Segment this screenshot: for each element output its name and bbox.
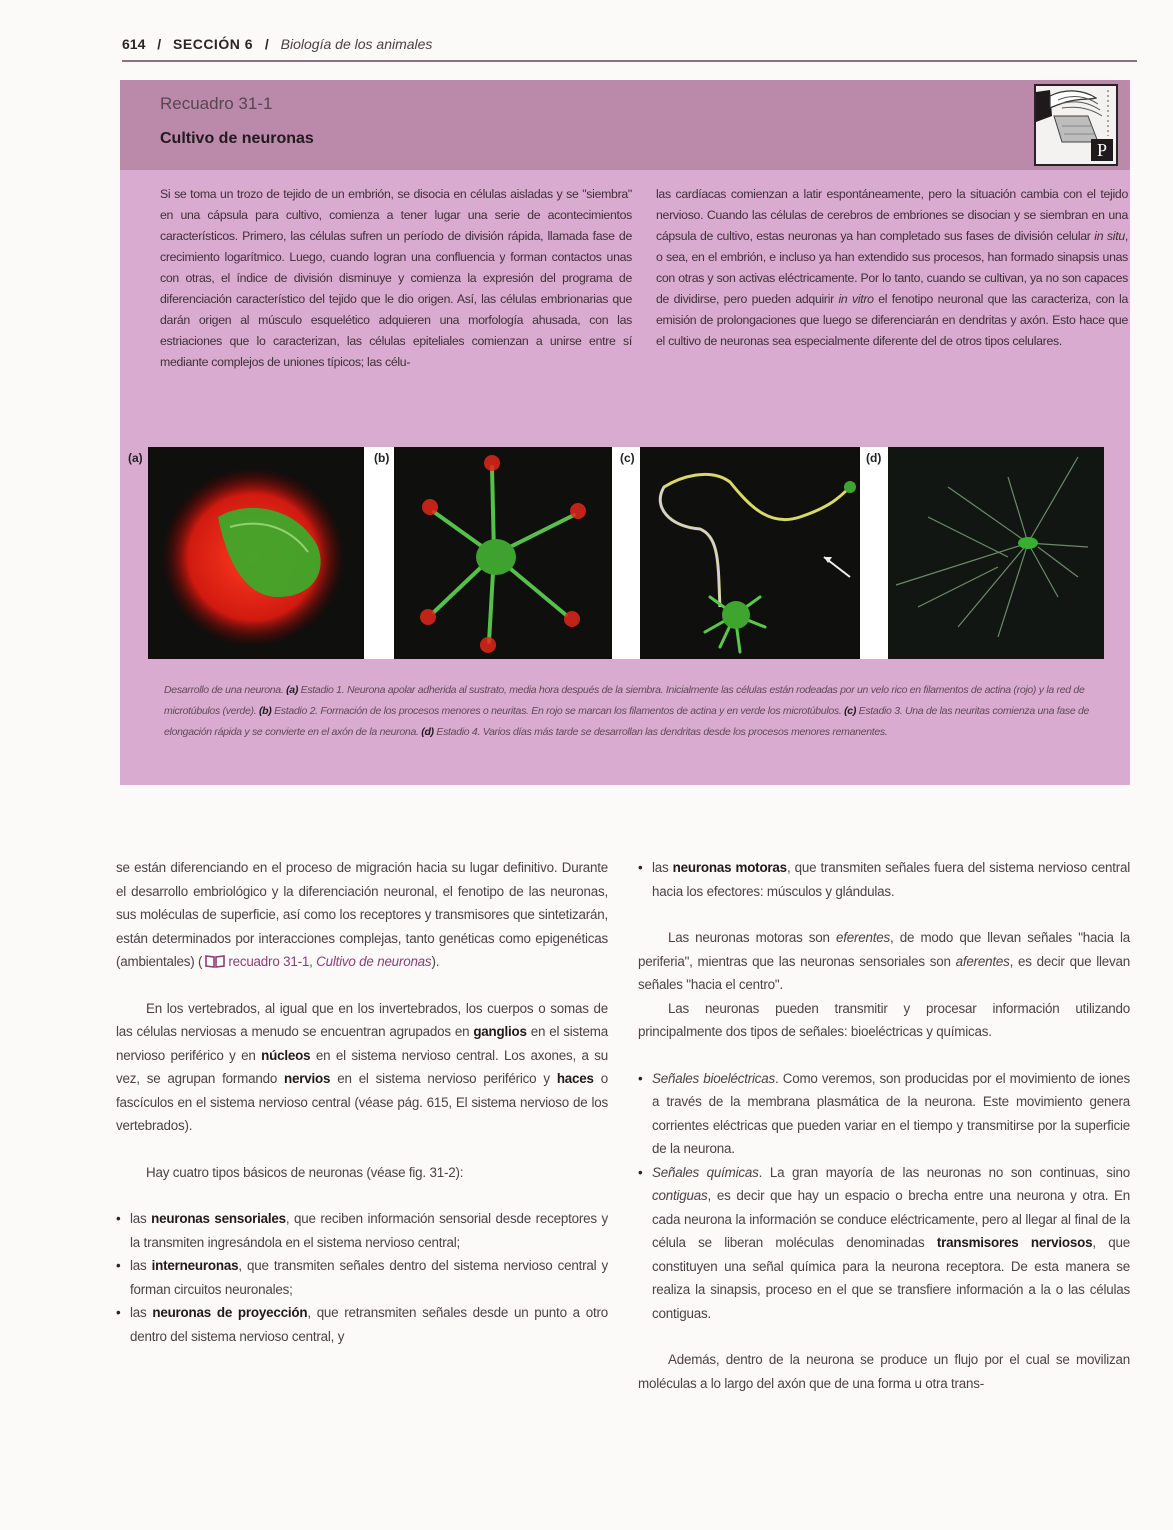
sidebar-box (120, 80, 1130, 785)
figure-caption: Desarrollo de una neurona. (a) Estadio 1. Neurona apolar adherida al sustrato, media hora después de la siembra. Inicialmente las células están rodeadas por un velo rico en filamentos de actina (rojo) y la red de microtúbulos (verde). (b) Estadio 2. Formación de los procesos menores o neuritas. En rojo se marcan los filamentos de actina y en verde los microtúbulos. (c) Estadio 3. Una de las neuritas comienza una fase de elongación rápida y se convierte en el axón de la neurona. (d) Estadio 4. Varios días más tarde se desarrollan las dendritas desde los procesos menores remanentes. (164, 684, 1090, 738)
box-text-columns (160, 184, 1128, 373)
neuron-stage-4-image (888, 447, 1104, 659)
list-item: • las neuronas sensoriales, que reciben información sensorial desde receptores y la transmiten ingresándola en el sistema nervioso central; (116, 1207, 608, 1254)
panel-label-b: (b) (374, 451, 390, 465)
panel-gap (612, 447, 640, 659)
signal-types-list (638, 1067, 1130, 1326)
paragraph: Además, dentro de la neurona se produce un flujo por el cual se movilizan moléculas a lo largo del axón que de una forma u otra trans- (638, 1352, 1130, 1391)
page-number: 614 (122, 36, 146, 52)
cross-reference-link[interactable]: recuadro 31-1, (228, 954, 317, 969)
body-column-left (116, 856, 608, 1395)
neuron-stage-1-image (148, 447, 364, 659)
separator: / (264, 36, 269, 52)
figure-panels (120, 445, 1130, 660)
lab-flask-icon (1034, 84, 1118, 166)
running-head (122, 36, 1137, 62)
panel-gap (364, 447, 394, 659)
list-item: • las interneuronas, que transmiten señales dentro del sistema nervioso central y forman circuitos neuronales; (116, 1254, 608, 1301)
body-text (116, 856, 1131, 1395)
p-badge: P (1091, 139, 1113, 161)
section-label: SECCIÓN 6 (173, 36, 253, 52)
box-header (120, 80, 1130, 170)
list-item: • las neuronas motoras, que transmiten señales fuera del sistema nervioso central hacia los efectores: músculos y glándulas. (638, 856, 1130, 903)
box-column-left: Si se toma un trozo de tejido de un embrión, se disocia en células aisladas y se "siembra" en una cápsula para cultivo, comienza a tener lugar una serie de acontecimientos característicos. Primero, las células sufren un período de división rápida, llamada fase de crecimiento logarítmico. Luego, cuando logran una confluencia y forman contactos unas con otras, el índice de división disminuye y comienza la expresión del programa de diferenciación característico del tejido que le dio origen. Así, las células embrionarias que darán origen al músculo esquelético adquieren una morfología ahusada, con las estriaciones que lo caracterizan, las células epiteliales comienzan a unirse entre sí mediante complejos de uniones típicos; las célu- (160, 187, 632, 369)
paragraph: Las neuronas pueden transmitir y procesar información utilizando principalmente dos tipos de señales: bioeléctricas y químicas. (638, 1000, 1130, 1039)
paragraph: Las neuronas motoras son eferentes, de modo que llevan señales "hacia la periferia", mientras que las neuronas sensoriales son aferentes, es decir que llevan señales "hacia el centro". (638, 930, 1130, 992)
panel-label-a: (a) (128, 451, 143, 465)
box-title: Cultivo de neuronas (160, 130, 314, 147)
cross-reference-link[interactable]: Cultivo de neuronas (316, 954, 432, 969)
body-column-right (638, 856, 1130, 1395)
list-item: • Señales químicas. La gran mayoría de las neuronas no son continuas, sino contiguas, es decir que hay un espacio o brecha entre una neurona y otra. En cada neurona la información se conduce eléctricamente, pero al llegar al final de la célula se liberan moléculas denominadas transmisores nerviosos, que constituyen una señal química para la neurona receptora. De esta manera se realiza la sinapsis, proceso en el que se transfiere información a la o las células contiguas. (638, 1161, 1130, 1326)
panel-label-d: (d) (866, 451, 882, 465)
neuron-types-list (116, 1207, 608, 1348)
panel-label-c: (c) (620, 451, 635, 465)
neuron-types-list-cont (638, 856, 1130, 903)
subject-label: Biología de los animales (280, 36, 433, 52)
box-label: Recuadro 31-1 (160, 94, 273, 113)
separator: / (157, 36, 162, 52)
book-reference-icon (205, 954, 225, 968)
list-item: • Señales bioeléctricas. Como veremos, son producidas por el movimiento de iones a través de la membrana plasmática de la neurona. Este movimiento genera corrientes eléctricas que pueden variar en el tiempo y transmitirse por la superficie de la neurona. (638, 1067, 1130, 1161)
neuron-stage-3-image (640, 447, 860, 659)
list-item: • las neuronas de proyección, que retransmiten señales desde un punto a otro dentro del sistema nervioso central, y (116, 1301, 608, 1348)
paragraph: se están diferenciando en el proceso de migración hacia su lugar definitivo. Durante el desarrollo embriológico y la diferenciación neuronal, el fenotipo de las neuronas, sus moléculas de superficie, así como los receptores y transmisores que sintetizarán, están determinados por interacciones complejas, tanto genéticas como epigenéticas (ambientales) ( recuadro 31-1, Cultivo de neuronas). (116, 860, 608, 969)
panel-gap (860, 447, 888, 659)
neuron-stage-2-image (394, 447, 612, 659)
paragraph: En los vertebrados, al igual que en los invertebrados, los cuerpos o somas de las células nerviosas a menudo se encuentran agrupados en ganglios en el sistema nervioso periférico y en núcleos en el sistema nervioso central. Los axones, a su vez, se agrupan formando nervios en el sistema nervioso periférico y haces o fascículos en el sistema nervioso central (véase pág. 615, El sistema nervioso de los vertebrados). (116, 1000, 608, 1133)
paragraph: Hay cuatro tipos básicos de neuronas (véase fig. 31-2): (146, 1164, 464, 1180)
box-column-right: las cardíacas comienzan a latir espontáneamente, pero la situación cambia con el tejido nervioso. Cuando las células de cerebros de embriones se disocian y se siembran en una cápsula de cultivo, estas neuronas ya han completado sus fases de división celular in situ, o sea, en el embrión, e incluso ya han extendido sus procesos, han formado sinapsis unas con otras y son activas eléctricamente. Por lo tanto, cuando se cultivan, ya no son capaces de dividirse, pero pueden adquirir in vitro el fenotipo neuronal que las caracteriza, con la emisión de prolongaciones que luego se diferenciarán en dendritas y axón. Esto hace que el cultivo de neuronas sea especialmente diferente del de otros tipos celulares. (656, 187, 1128, 348)
